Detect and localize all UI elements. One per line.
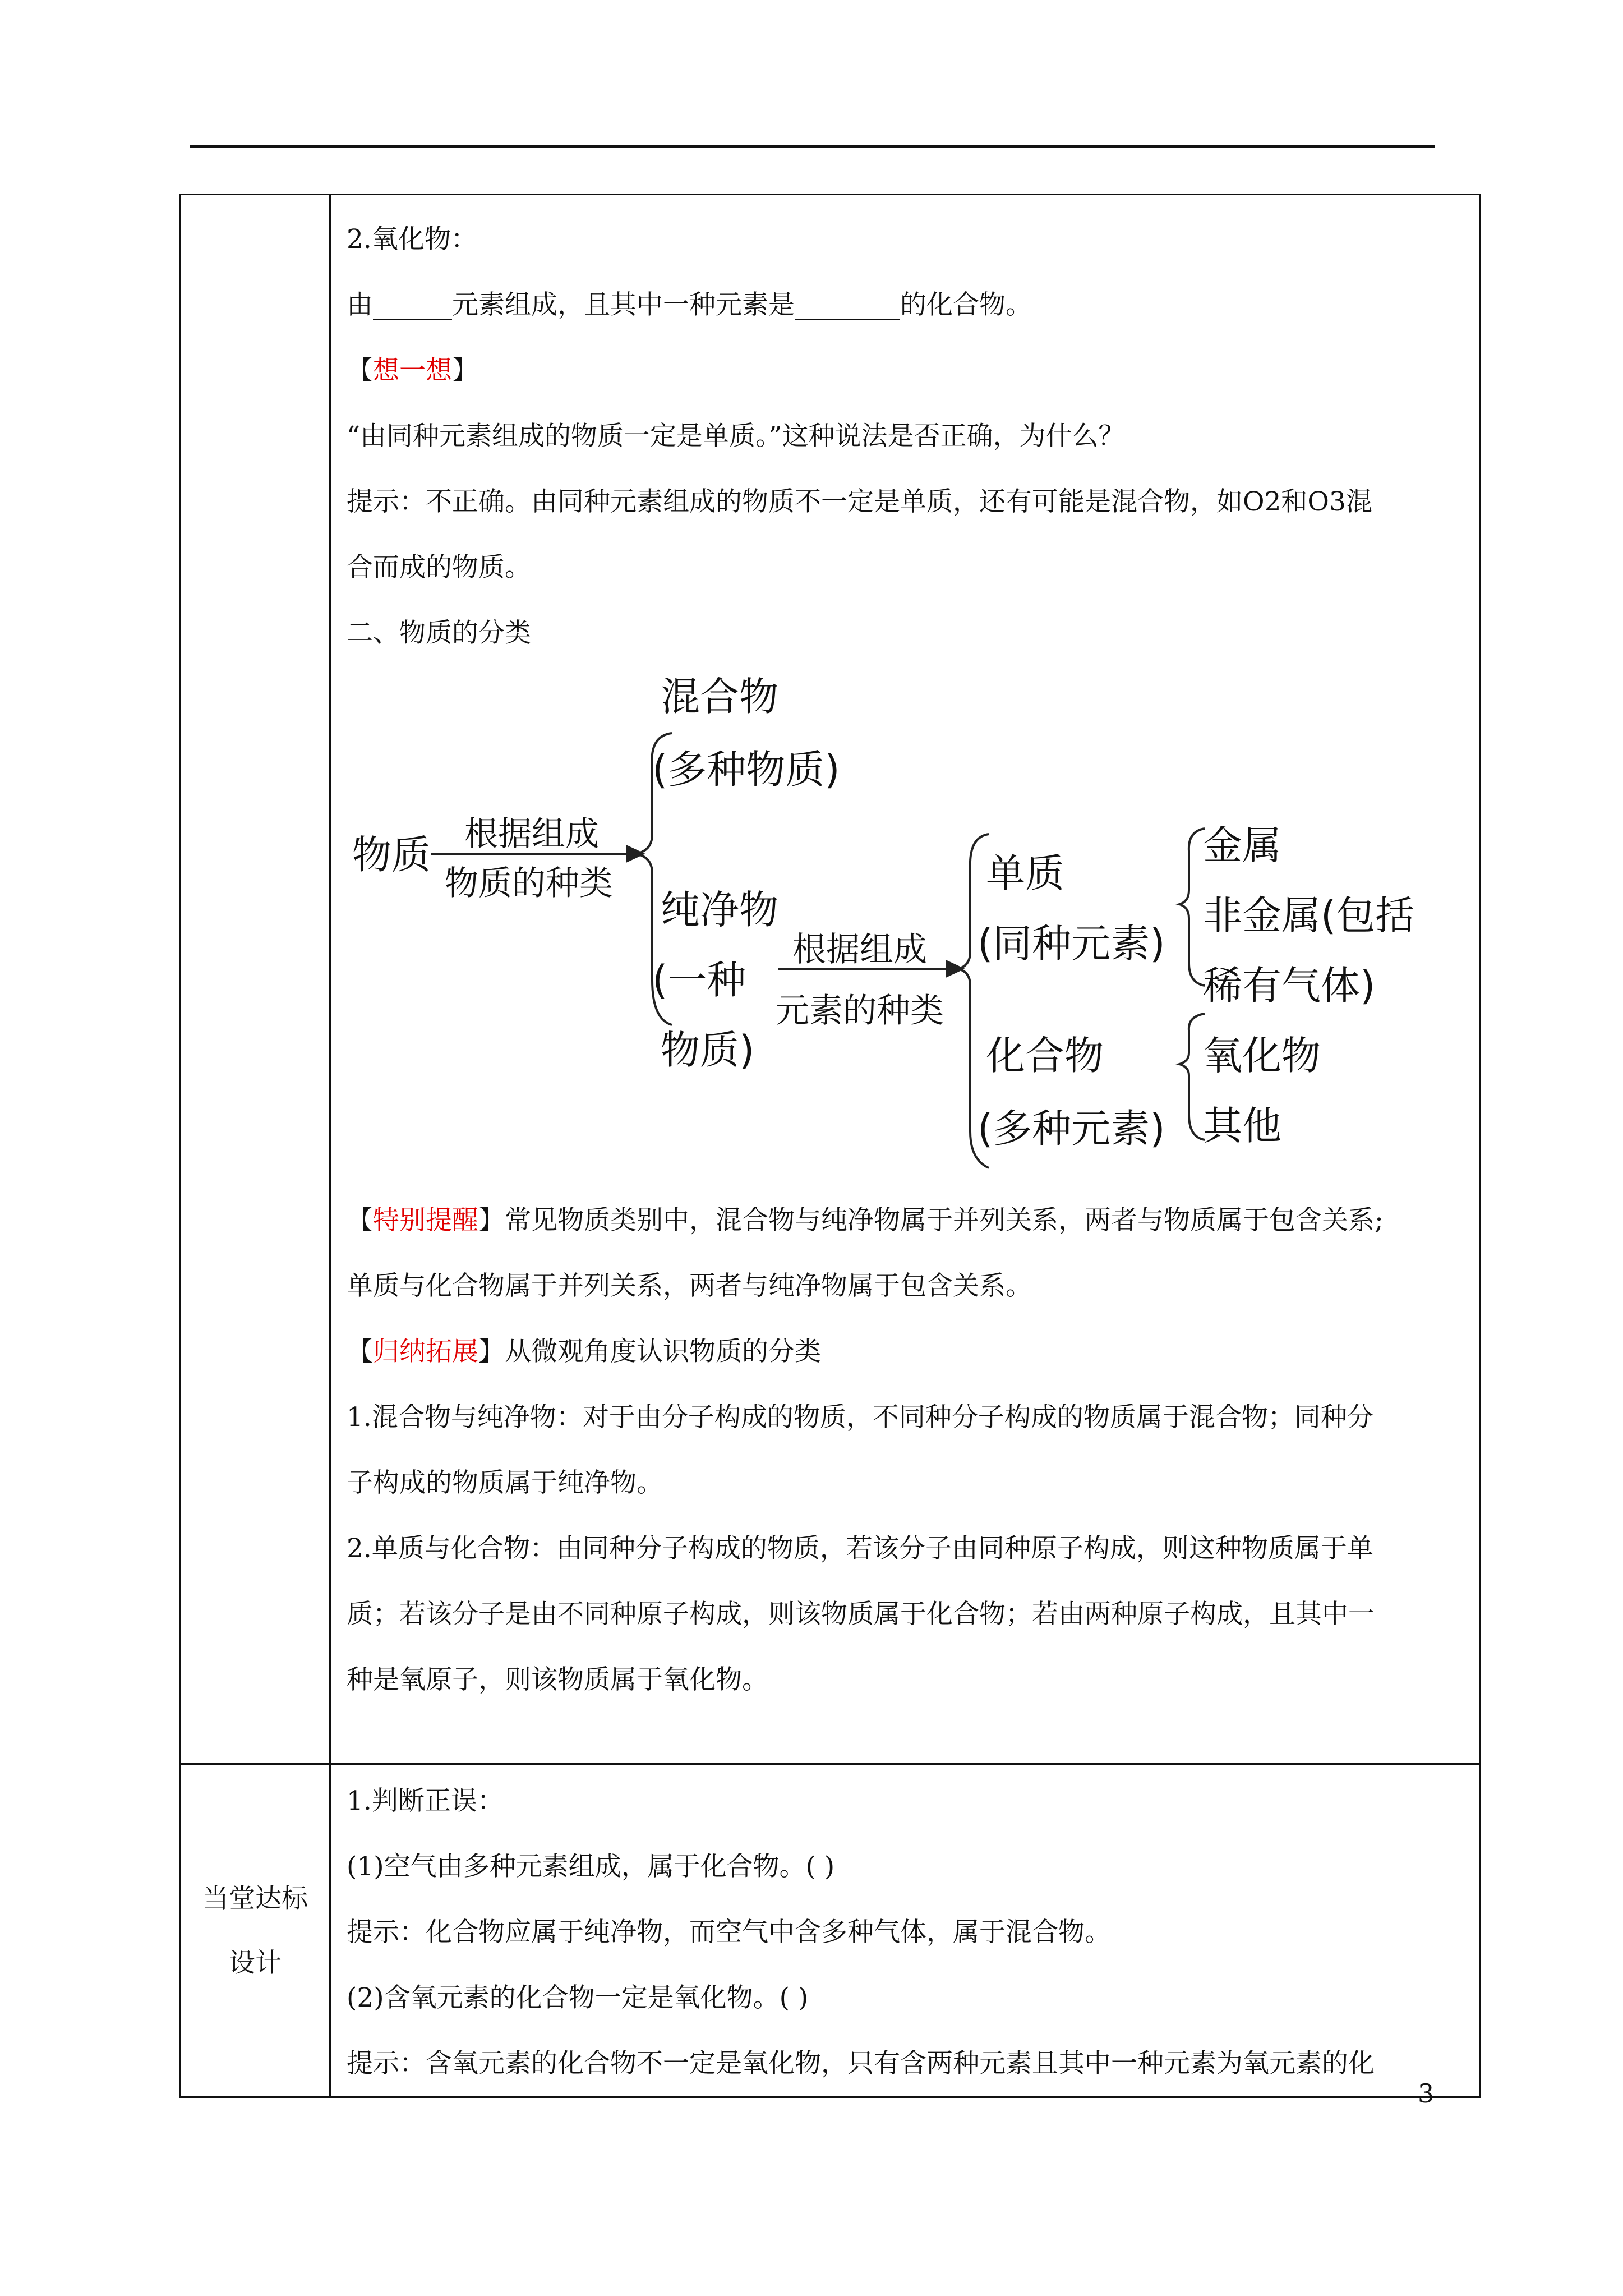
arrow-1-head [627,846,643,861]
classification-diagram [347,666,1446,1176]
micro-line-2b: 质；若该分子是由不同种原子构成，则该物质属于化合物；若由两种原子构成，且其中一 [347,1599,1375,1630]
row-label-line-2: 设计 [229,1947,282,1978]
compound-label: 化合物 [986,1033,1104,1079]
oxide-label: 氧化物 [1203,1033,1321,1079]
arrow-1-bottom-label: 物质的种类 [445,864,613,903]
hint-line-1: 提示：不正确。由同种元素组成的物质不一定是单质，还有可能是混合物，如O2和O3混 [347,486,1372,517]
remind-label: 特别提醒 [373,1205,478,1236]
metal-label: 金属 [1203,822,1281,868]
row-label-line-1: 当堂达标 [202,1883,308,1914]
substance-label: 物质 [352,832,431,878]
table-row [181,1764,1480,2097]
hint-2: 提示：含氧元素的化合物不一定是氧化物，只有含两种元素且其中一种元素为氧元素的化 [347,2048,1375,2079]
judge-title: 1.判断正误： [347,1786,504,1816]
other-label: 其他 [1203,1103,1281,1149]
remind-line-2: 单质与化合物属于并列关系，两者与纯净物属于包含关系。 [347,1271,1032,1301]
page-number: 3 [1418,2078,1435,2109]
content-cell [330,195,1480,1764]
pure-note-2: 物质) [661,1027,755,1073]
induce-heading: 【归纳拓展】从微观角度认识物质的分类 [347,1336,821,1367]
mixture-note: (多种物质) [652,747,840,793]
header-rule [190,145,1435,148]
micro-line-1a: 1.混合物与纯净物：对于由分子构成的物质，不同种分子构成的物质属于混合物；同种分 [347,1402,1373,1433]
brace-4 [1179,1014,1205,1140]
element-label: 单质 [986,850,1064,896]
induce-label: 归纳拓展 [373,1336,478,1367]
question-2: (2)含氧元素的化合物一定是氧化物。( ) [347,1982,809,2013]
arrow-2-bottom-label: 元素的种类 [776,991,944,1030]
compound-note: (多种元素) [978,1106,1165,1152]
nonmetal-label-2: 稀有气体) [1203,963,1376,1009]
micro-line-2c: 种是氧原子，则该物质属于氧化物。 [347,1664,768,1695]
left-cell-label [181,1764,330,2097]
lesson-table [179,194,1481,2098]
hint-1: 提示：化合物应属于纯净物，而空气中含多种气体，属于混合物。 [347,1917,1111,1948]
left-cell-empty [181,195,330,1764]
pure-label: 纯净物 [661,887,778,933]
think-label: 想一想 [373,355,452,386]
arrow-2-top-label: 根据组成 [792,930,927,969]
section-title: 二、物质的分类 [347,618,531,648]
think-question: “由同种元素组成的物质一定是单质。”这种说法是否正确，为什么？ [347,421,1125,452]
brace-3 [1179,829,1205,986]
remind-line-1: 【特别提醒】常见物质类别中，混合物与纯净物属于并列关系，两者与物质属于包含关系; [347,1205,1384,1236]
element-note: (同种元素) [978,921,1165,967]
table-row [181,195,1480,1764]
arrow-1-top-label: 根据组成 [464,815,599,854]
pure-note-1: (一种 [652,957,746,1003]
micro-line-1b: 子构成的物质属于纯净物。 [347,1467,663,1498]
content-cell [330,1764,1480,2097]
nonmetal-label-1: 非金属(包括 [1203,892,1415,938]
oxide-definition: 由______元素组成，且其中一种元素是________的化合物。 [347,289,1032,320]
think-heading: 【想一想】 [347,355,478,386]
hint-line-2: 合而成的物质。 [347,552,531,583]
mixture-label: 混合物 [661,674,778,720]
micro-line-2a: 2.单质与化合物：由同种分子构成的物质，若该分子由同种原子构成，则这种物质属于单 [347,1533,1373,1564]
oxide-title: 2.氧化物： [347,224,477,255]
question-1: (1)空气由多种元素组成，属于化合物。( ) [347,1851,835,1882]
